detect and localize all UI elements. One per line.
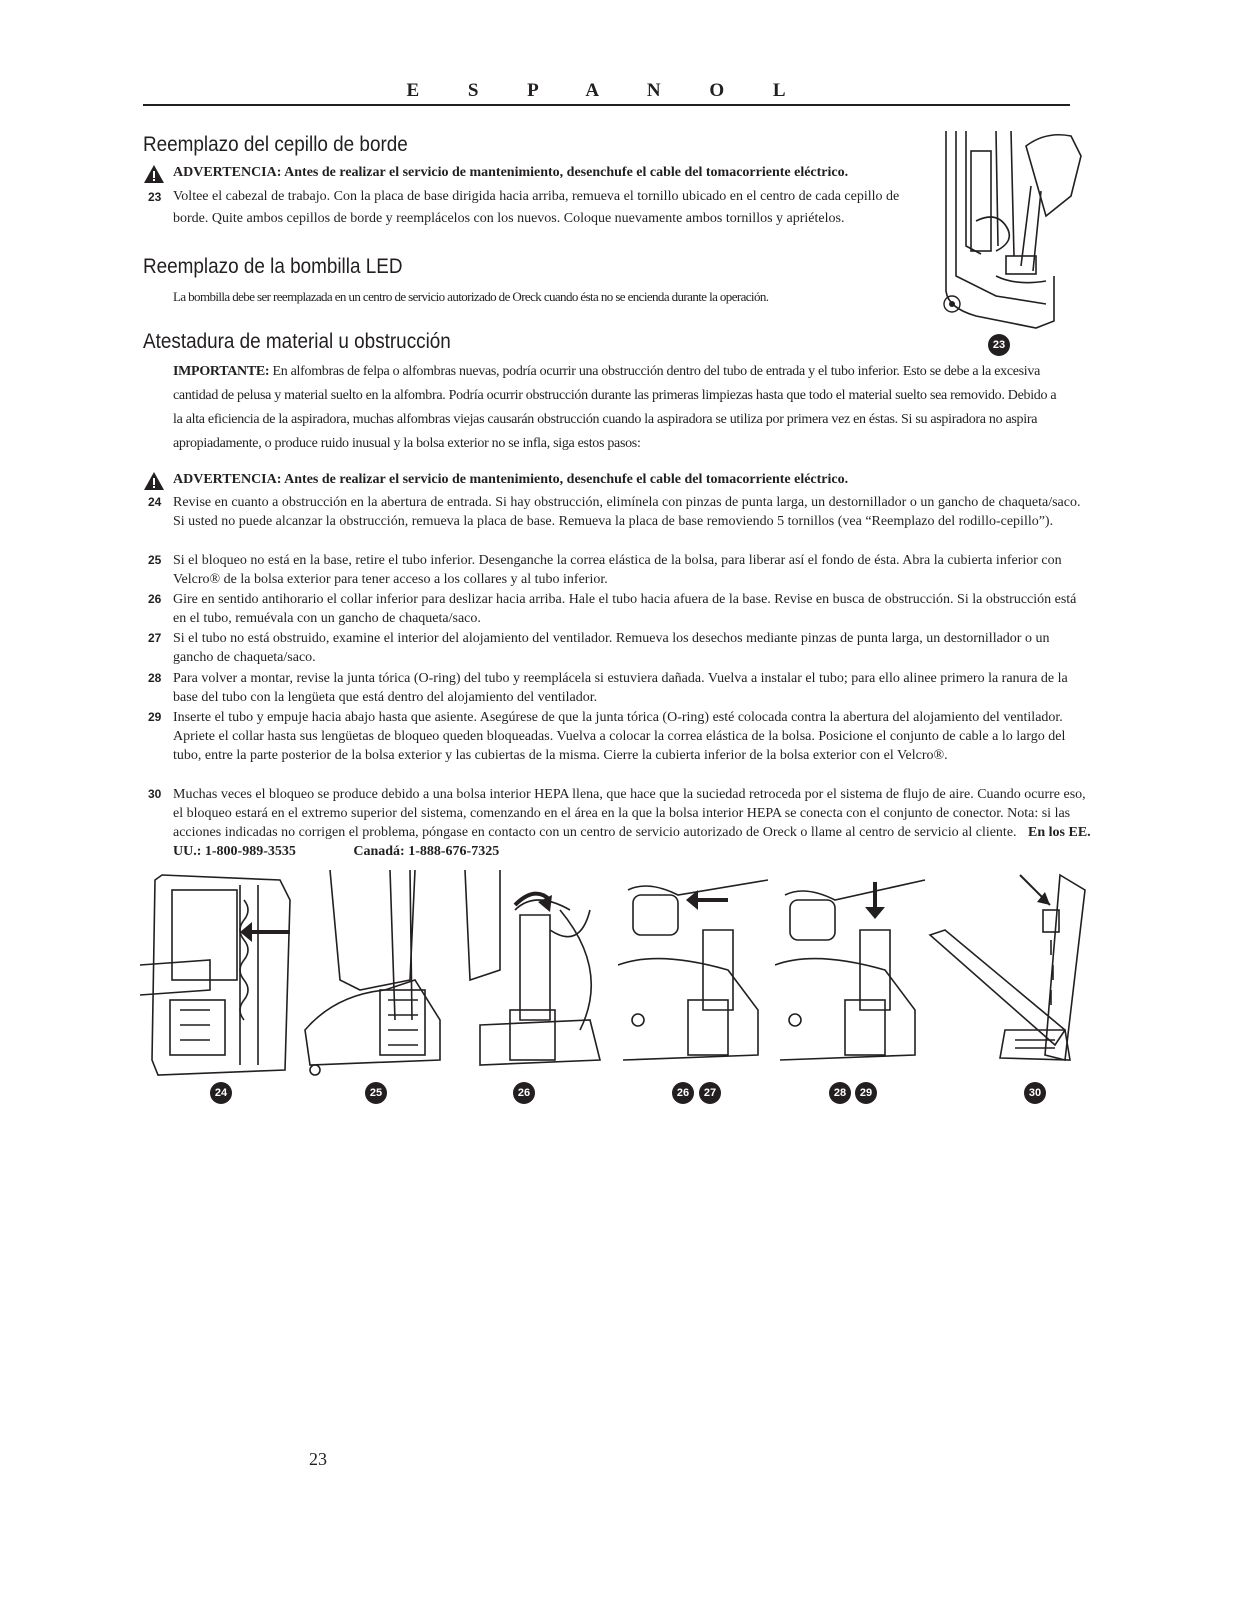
step-28 [148,669,1093,707]
figure-30-illustration [925,870,1095,1078]
warning-clog [173,472,848,488]
step-27 [148,629,1093,667]
important-label: IMPORTANTE: [173,364,270,379]
figure-number-29: 29 [855,1082,877,1104]
step-number: 28 [148,671,162,685]
step-number: 24 [148,495,162,509]
figure-number-28: 28 [829,1082,851,1104]
step-number: 30 [148,787,162,801]
us-phone: En los EE. UU.: 1-800-989-3535 [173,825,1091,859]
important-paragraph [173,360,1058,456]
header-rule [143,104,1070,106]
section-title-clog: Atestadura de material u obstrucción [143,330,451,353]
step-number: 29 [148,710,162,724]
step-text: Voltee el cabezal de trabajo. Con la placa de base dirigida hacia arriba, remueva el tornillo ubicado en el centro de cada cepillo de borde. Quite ambos cepillos de borde y reemplácelos con los nuevos. Coloque nuevamente ambos tornillos y apriételos. [173,189,900,226]
figure-23-edge-brush-illustration [936,126,1086,331]
step-text: Si el bloqueo no está en la base, retire el tubo inferior. Desenganche la correa elástica de la bolsa, para liberar así el fondo de ésta. Abra la cubierta inferior con Velcro® de la bolsa exterior para tener acceso a los collares y al tubo inferior. [173,553,1062,587]
step-number: 23 [148,190,162,204]
step-29 [148,708,1093,765]
canada-phone: Canadá: 1-888-676-7325 [353,844,500,859]
language-header: E S P A N O L [406,80,808,101]
figure-number-24: 24 [210,1082,232,1104]
step-text: Si el tubo no está obstruido, examine el interior del alojamiento del ventilador. Remueva los desechos mediante pinzas de punta larga, un destornillador o un gancho de chaqueta/saco. [173,631,1050,665]
figure-26-illustration [460,870,612,1078]
figure-24-illustration [140,870,292,1078]
warning-text: ADVERTENCIA: Antes de realizar el servicio de mantenimiento, desenchufe el cable del tomacorriente eléctrico. [173,165,849,180]
step-number: 25 [148,553,162,567]
warning-text: ADVERTENCIA: Antes de realizar el servicio de mantenimiento, desenchufe el cable del tomacorriente eléctrico. [173,472,849,487]
step-26 [148,590,1093,628]
step-number: 26 [148,592,162,606]
section-title-edge-brush: Reemplazo del cepillo de borde [143,133,408,156]
section-title-led: Reemplazo de la bombilla LED [143,255,403,278]
figure-28-29-illustration [775,870,927,1078]
led-text: La bombilla debe ser reemplazada en un centro de servicio autorizado de Oreck cuando ésta no se encienda durante la operación. [173,289,769,304]
step-text: Inserte el tubo y empuje hacia abajo hasta que asiente. Asegúrese de que la junta tórica (O-ring) esté colocada contra la abertura del alojamiento del ventilador. Apriete el collar hasta sus lengüetas de bloqueo queden bloqueadas. Vuelva a colocar la correa elástica de la bolsa. Posicione el conjunto de cable a lo largo del tubo, entre la parte posterior de la bolsa exterior y las cubiertas de la misma. Cierre la cubierta inferior de la bolsa exterior con el Velcro®. [173,710,1066,763]
figure-number-30: 30 [1024,1082,1046,1104]
figure-number-26: 26 [513,1082,535,1104]
step-text: Revise en cuanto a obstrucción en la abertura de entrada. Si hay obstrucción, elimínela con pinzas de punta larga, un destornillador o un gancho de chaqueta/saco. Si usted no puede alcanzar la obstrucción, remueva la placa de base. Remueva la placa de base removiendo 5 tornillos (vea “Reemplazo del rodillo-cepillo”). [173,495,1081,529]
figure-number-25: 25 [365,1082,387,1104]
step-24 [148,493,1093,531]
step-23 [148,186,913,230]
warning-icon [143,164,165,184]
figure-25-illustration [300,870,452,1078]
figure-26-27-illustration [618,870,770,1078]
figure-number-23: 23 [988,334,1010,356]
page-number: 23 [309,1449,327,1469]
warning-icon [143,471,165,491]
important-text: En alfombras de felpa o alfombras nuevas, podría ocurrir una obstrucción dentro del tubo de entrada y el tubo inferior. Esto se debe a la excesiva cantidad de pelusa y material suelto en la alfombra. Podría ocurrir obstrucción durante las primeras limpiezas hasta que todo el material suelto sea removido. Debido a la alta eficiencia de la aspiradora, muchas alfombras viejas causarán obstrucción cuando la aspiradora se utiliza por primera vez en éstas. Si su aspiradora no aspira apropiadamente, o produce ruido inusual y la bolsa exterior no se infla, siga estos pasos: [173,364,1057,451]
figure-number-27: 27 [699,1082,721,1104]
warning-edge-brush [173,165,848,181]
step-number: 27 [148,631,162,645]
figure-number-26-b: 26 [672,1082,694,1104]
step-text: Muchas veces el bloqueo se produce debido a una bolsa interior HEPA llena, que hace que la suciedad retroceda por el sistema de flujo de aire. Cuando ocurre eso, el bloqueo estará en el extremo superior del sistema, comenzando en el área en la que la bolsa interior HEPA se conecta con el conjunto de conector. Nota: si las acciones indicadas no corrigen el problema, póngase en contacto con un centro de servicio autorizado de Oreck o llame al centro de servicio al cliente. [173,787,1086,840]
step-text: Gire en sentido antihorario el collar inferior para deslizar hacia arriba. Hale el tubo hacia afuera de la base. Revise en busca de obstrucción. Si la obstrucción está en el tubo, remuévala con un gancho de chaqueta/saco. [173,592,1077,626]
step-30 [148,785,1093,861]
step-text: Para volver a montar, revise la junta tórica (O-ring) del tubo y reemplácela si estuviera dañada. Vuelva a instalar el tubo; para ello alinee primero la ranura de la base del tubo con la lengüeta que está dentro del alojamiento del ventilador. [173,671,1068,705]
step-25 [148,551,1093,589]
